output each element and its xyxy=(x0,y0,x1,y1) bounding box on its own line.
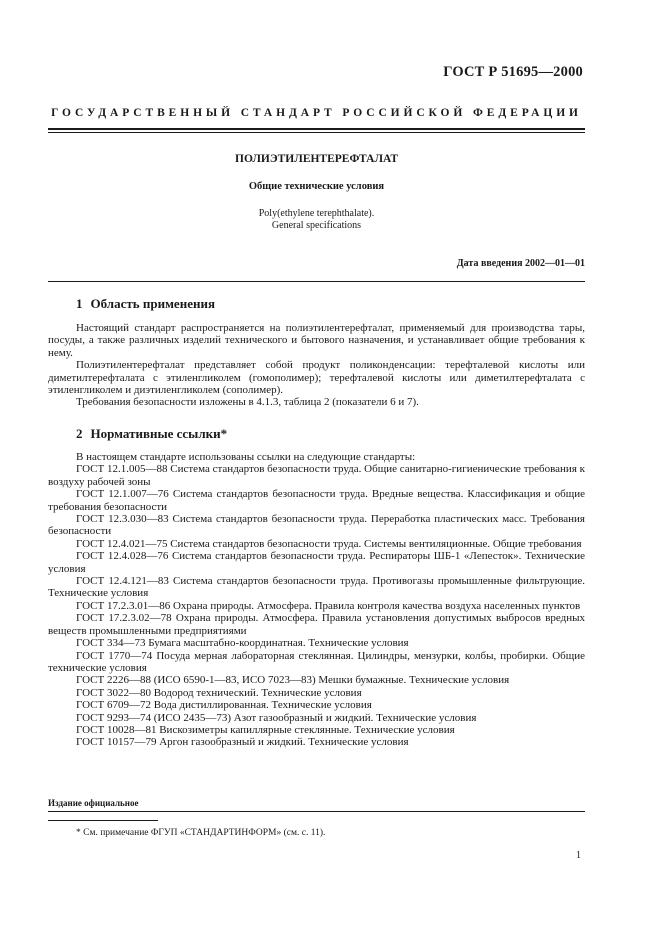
reference-item: ГОСТ 2226—88 (ИСО 6590-1—83, ИСО 7023—83) Мешки бумажные. Технические условия xyxy=(76,674,510,687)
footnote: * См. примечание ФГУП «СТАНДАРТИНФОРМ» (см. с. 11). xyxy=(76,828,326,838)
section-2-title: Нормативные ссылки* xyxy=(90,426,228,441)
reference-item: ГОСТ 12.4.028—76 Система стандартов безопасности труда. Респираторы ШБ-1 «Лепесток». Технические условия xyxy=(48,550,585,575)
normative-references-list xyxy=(48,451,585,749)
reference-item: ГОСТ 12.4.121—83 Система стандартов безопасности труда. Противогазы промышленные фильтрующие. Технические условия xyxy=(48,575,585,600)
document-code: ГОСТ Р 51695—2000 xyxy=(443,64,583,80)
section-1-number: 1 xyxy=(76,296,83,311)
reference-item: ГОСТ 10028—81 Вискозиметры капиллярные стеклянные. Технические условия xyxy=(76,723,455,736)
section-2-number: 2 xyxy=(76,426,83,441)
references-intro: В настоящем стандарте использованы ссылки на следующие стандарты: xyxy=(76,451,416,463)
reference-item: ГОСТ 12.4.021—75 Система стандартов безопасности труда. Системы вентиляционные. Общие требования xyxy=(76,537,582,550)
section-1-body xyxy=(48,322,585,409)
reference-item: ГОСТ 3022—80 Водород технический. Технические условия xyxy=(76,686,362,699)
section-2-heading xyxy=(76,426,227,442)
reference-item: ГОСТ 12.1.005—88 Система стандартов безопасности труда. Общие санитарно-гигиенические требования к воздуху рабочей зоны xyxy=(48,463,585,488)
footer-rule xyxy=(48,811,585,812)
reference-item: ГОСТ 17.2.3.02—78 Охрана природы. Атмосфера. Правила установления допустимых выбросов вредных веществ промышленными предприятиями xyxy=(48,612,585,637)
reference-item: ГОСТ 12.3.030—83 Система стандартов безопасности труда. Переработка пластических масс. Требования безопасности xyxy=(48,513,585,538)
date-rule xyxy=(48,281,585,282)
reference-item: ГОСТ 334—73 Бумага масштабно-координатная. Технические условия xyxy=(76,637,409,650)
state-standard-banner: ГОСУДАРСТВЕННЫЙ СТАНДАРТ РОССИЙСКОЙ ФЕДЕРАЦИИ xyxy=(51,107,582,119)
english-title-line-2: General specifications xyxy=(271,220,362,231)
page-number: 1 xyxy=(576,850,581,861)
reference-item: ГОСТ 9293—74 (ИСО 2435—73) Азот газообразный и жидкий. Технические условия xyxy=(76,711,477,724)
header-rule-thick xyxy=(48,128,585,130)
reference-item: ГОСТ 12.1.007—76 Система стандартов безопасности труда. Вредные вещества. Классификация и общие требования безопасности xyxy=(48,488,585,513)
header-rule-thin xyxy=(48,132,585,133)
reference-item: ГОСТ 6709—72 Вода дистиллированная. Технические условия xyxy=(76,699,372,712)
reference-item: ГОСТ 1770—74 Посуда мерная лабораторная стеклянная. Цилиндры, мензурки, колбы, пробирки. Общие технические условия xyxy=(48,649,585,674)
section-1-paragraph: Требования безопасности изложены в 4.1.3, таблица 2 (показатели 6 и 7). xyxy=(76,396,419,409)
reference-item: ГОСТ 10157—79 Аргон газообразный и жидкий. Технические условия xyxy=(76,736,409,749)
section-1-heading xyxy=(76,296,215,312)
section-1-title: Область применения xyxy=(90,296,215,311)
introduction-date: Дата введения 2002—01—01 xyxy=(456,258,585,269)
section-1-paragraph: Полиэтилентерефталат представляет собой продукт поликонденсации: терефталевой кислоты или диметилтерефталата с этиленгликолем (гомополимер); терефталевой кислоты или диметилтерефталата с этиленгликолем и диэтиленгликолем (сополимер). xyxy=(48,359,585,397)
official-edition-label: Издание официальное xyxy=(48,798,139,808)
document-subtitle: Общие технические условия xyxy=(248,181,385,192)
english-title-line-1: Poly(ethylene terephthalate). xyxy=(258,208,375,219)
english-title xyxy=(48,208,585,232)
section-1-paragraph: Настоящий стандарт распространяется на полиэтилентерефталат, применяемый для производства тары, посуды, а также различных изделий технического и бытового назначения, и устанавливает общие требования к нему. xyxy=(48,322,585,359)
footnote-rule xyxy=(48,820,158,821)
reference-item: ГОСТ 17.2.3.01—86 Охрана природы. Атмосфера. Правила контроля качества воздуха населенных пунктов xyxy=(76,599,581,612)
document-title: ПОЛИЭТИЛЕНТЕРЕФТАЛАТ xyxy=(235,153,398,165)
